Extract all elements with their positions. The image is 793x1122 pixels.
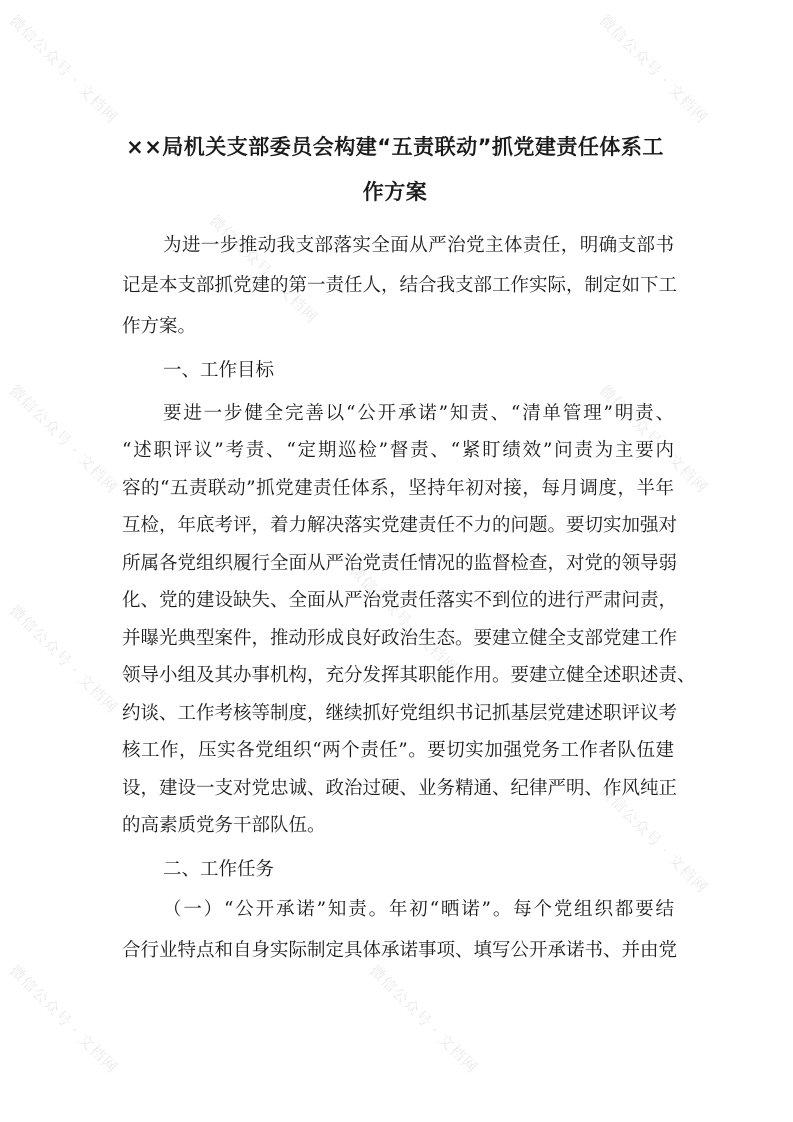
- watermark: 微信公众号 · 文档网: [345, 561, 462, 677]
- body-line: 容的“五责联动”抓党建责任体系，坚持年初对接，每月调度，半年: [122, 478, 674, 499]
- intro-line: 记是本支部抓党建的第一责任人，结合我支部工作实际，制定如下工: [122, 275, 678, 296]
- section-heading-goals: 一、工作目标: [163, 360, 275, 381]
- document-title-continued: 作方案: [362, 180, 428, 204]
- body-line: 互检，年底考评，着力解决落实党建责任不力的问题。要切实加强对: [122, 515, 678, 536]
- watermark: 微信公众号 · 文档网: [5, 381, 122, 497]
- intro-line: 作方案。: [122, 316, 197, 337]
- body-line: 设，建设一支对党忠诚、政治过硬、业务精通、纪律严明、作风纯正: [122, 778, 678, 799]
- body-line: 所属各党组织履行全面从严治党责任情况的监督检查，对党的领导弱: [122, 553, 678, 574]
- body-line: 约谈、工作考核等制度，继续抓好党组织书记抓基层党建述职评议考: [122, 703, 678, 724]
- body-line: 要进一步健全完善以“公开承诺”知责、“清单管理”明责、: [163, 403, 674, 424]
- watermark: 微信公众号 · 文档网: [365, 961, 482, 1077]
- body-line: 化、党的建设缺失、全面从严治党责任落实不到位的进行严肃问责，: [122, 590, 678, 611]
- watermark: 微信公众号 · 文档网: [5, 11, 122, 127]
- watermark: 微信公众号 · 文档网: [205, 211, 322, 327]
- body-line: 的高素质党务干部队伍。: [122, 815, 326, 836]
- watermark: 微信公众号 · 文档网: [595, 781, 712, 897]
- body-line: 合行业特点和自身实际制定具体承诺事项、填写公开承诺书、并由党: [122, 940, 678, 961]
- document-title: ××局机关支部委员会构建“五责联动”抓党建责任体系工: [126, 135, 664, 159]
- body-line: “述职评议”考责、“定期巡检”督责、“紧盯绩效”问责为主要内: [122, 440, 674, 461]
- intro-line: 为进一步推动我支部落实全面从严治党主体责任，明确支部书: [163, 235, 674, 256]
- body-line: 并曝光典型案件，推动形成良好政治生态。要建立健全支部党建工作: [122, 628, 678, 649]
- body-line: 核工作，压实各党组织“两个责任”。要切实加强党务工作者队伍建: [122, 740, 674, 761]
- watermark: 微信公众号 · 文档网: [595, 11, 712, 127]
- section-heading-tasks: 二、工作任务: [163, 859, 275, 880]
- watermark: 微信公众号 · 文档网: [5, 601, 122, 717]
- watermark: 微信公众号 · 文档网: [595, 381, 712, 497]
- body-line: （一）“公开承诺”知责。年初“晒诺”。每个党组织都要结: [163, 899, 674, 920]
- body-line: 领导小组及其办事机构，充分发挥其职能作用。要建立健全述职述责、: [122, 665, 696, 686]
- watermark: 微信公众号 · 文档网: [5, 961, 122, 1077]
